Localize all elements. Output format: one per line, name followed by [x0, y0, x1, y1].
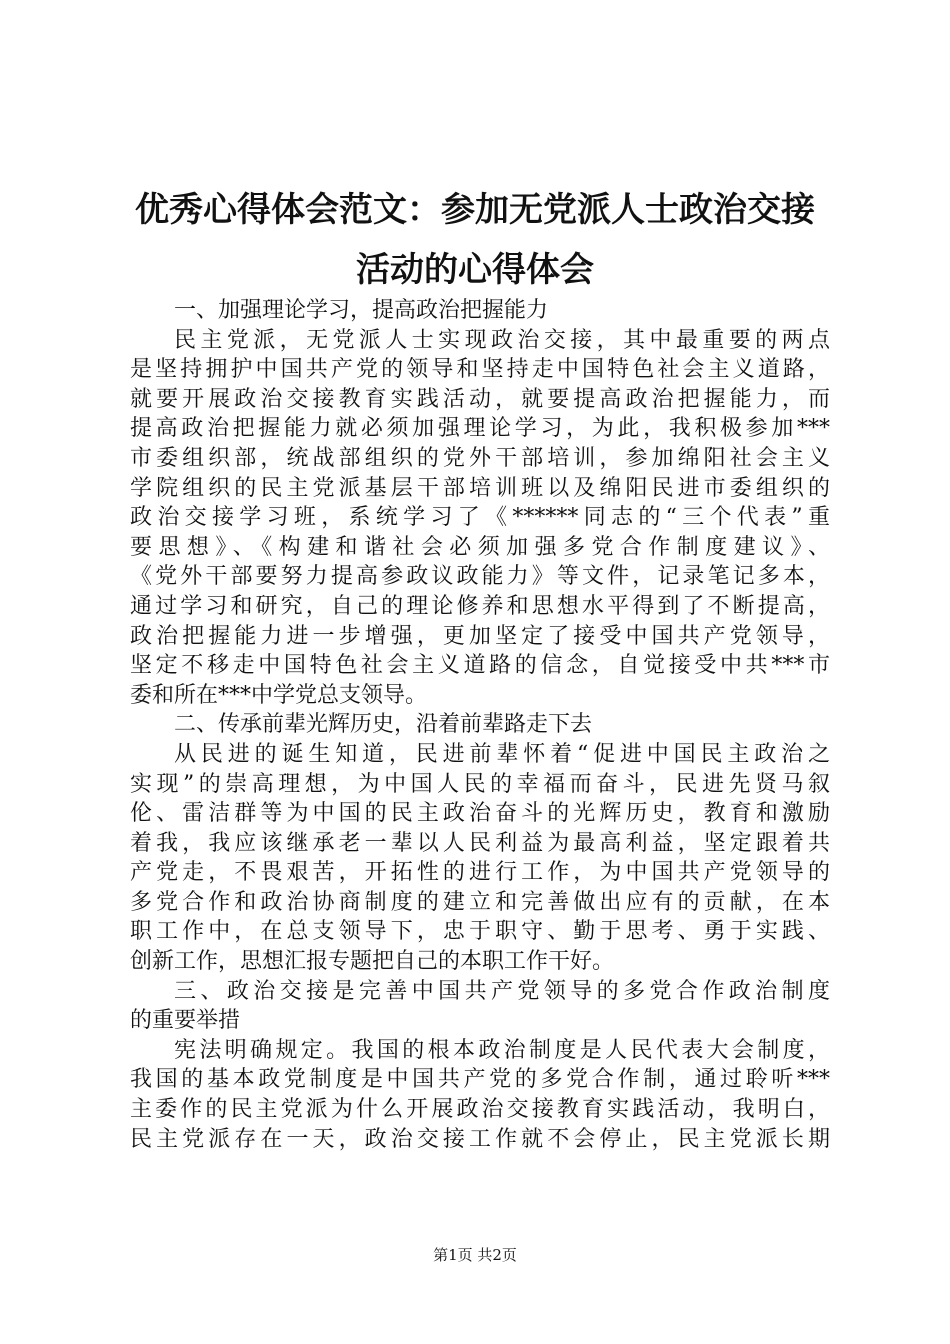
paragraph-line: 《党外干部要努力提高参政议政能力》等文件，记录笔记多本， — [130, 564, 830, 590]
paragraph-line: 产党走，不畏艰苦，开拓性的进行工作，为中国共产党领导的 — [130, 860, 830, 886]
paragraph-line: 委和所在***中学党总支领导。 — [130, 682, 428, 708]
paragraph-line: 提高政治把握能力就必须加强理论学习，为此，我积极参加*** — [130, 416, 830, 442]
paragraph-line: 要思想》、《构建和谐社会必须加强多党合作制度建议》、 — [130, 534, 830, 560]
paragraph-line: 民主党派，无党派人士实现政治交接，其中最重要的两点 — [174, 327, 830, 353]
paragraph-line: 从民进的诞生知道，民进前辈怀着“促进中国民主政治之 — [174, 741, 830, 767]
paragraph-line: 就要开展政治交接教育实践活动，就要提高政治把握能力，而 — [130, 386, 830, 412]
paragraph-line: 多党合作和政治协商制度的建立和完善做出应有的贡献，在本 — [130, 889, 830, 915]
paragraph-line: 通过学习和研究，自己的理论修养和思想水平得到了不断提高， — [130, 593, 830, 619]
paragraph-line: 政治把握能力进一步增强，更加坚定了接受中国共产党领导， — [130, 623, 830, 649]
document-title-line-1: 优秀心得体会范文：参加无党派人士政治交接 — [135, 190, 815, 230]
page-footer: 第1页 共2页 — [433, 1246, 517, 1264]
document-body — [130, 296, 830, 1154]
paragraph-line: 我国的基本政党制度是中国共产党的多党合作制，通过聆听*** — [130, 1067, 830, 1093]
paragraph-line: 学院组织的民主党派基层干部培训班以及绵阳民进市委组织的 — [130, 475, 830, 501]
paragraph-line: 伦、雷洁群等为中国的民主政治奋斗的光辉历史，教育和激励 — [130, 801, 830, 827]
paragraph-line: 市委组织部，统战部组织的党外干部培训，参加绵阳社会主义 — [130, 445, 830, 471]
paragraph-line: 职工作中，在总支领导下，忠于职守、勤于思考、勇于实践、 — [130, 919, 830, 945]
paragraph-line: 着我，我应该继承老一辈以人民利益为最高利益，坚定跟着共 — [130, 830, 830, 856]
paragraph-line: 实现”的崇高理想，为中国人民的幸福而奋斗，民进先贤马叙 — [130, 771, 830, 797]
paragraph-line: 坚定不移走中国特色社会主义道路的信念，自觉接受中共***市 — [130, 653, 830, 679]
paragraph-line: 主委作的民主党派为什么开展政治交接教育实践活动，我明白， — [130, 1097, 830, 1123]
section-heading-1: 一、加强理论学习，提高政治把握能力 — [174, 298, 549, 323]
section-heading-3-cont: 的重要举措 — [130, 1008, 241, 1034]
paragraph-line: 创新工作，思想汇报专题把自己的本职工作干好。 — [130, 949, 615, 975]
section-heading-2: 二、传承前辈光辉历史，沿着前辈路走下去 — [174, 712, 593, 738]
paragraph-line: 是坚持拥护中国共产党的领导和坚持走中国特色社会主义道路， — [130, 357, 830, 383]
paragraph-line: 民主党派存在一天，政治交接工作就不会停止，民主党派长期 — [130, 1126, 830, 1152]
section-heading-3: 三、政治交接是完善中国共产党领导的多党合作政治制度 — [174, 978, 830, 1004]
paragraph-line: 宪法明确规定。我国的根本政治制度是人民代表大会制度， — [174, 1037, 830, 1063]
document-title-line-2: 活动的心得体会 — [356, 250, 594, 290]
paragraph-line: 政治交接学习班，系统学习了《******同志的“三个代表”重 — [130, 505, 830, 531]
